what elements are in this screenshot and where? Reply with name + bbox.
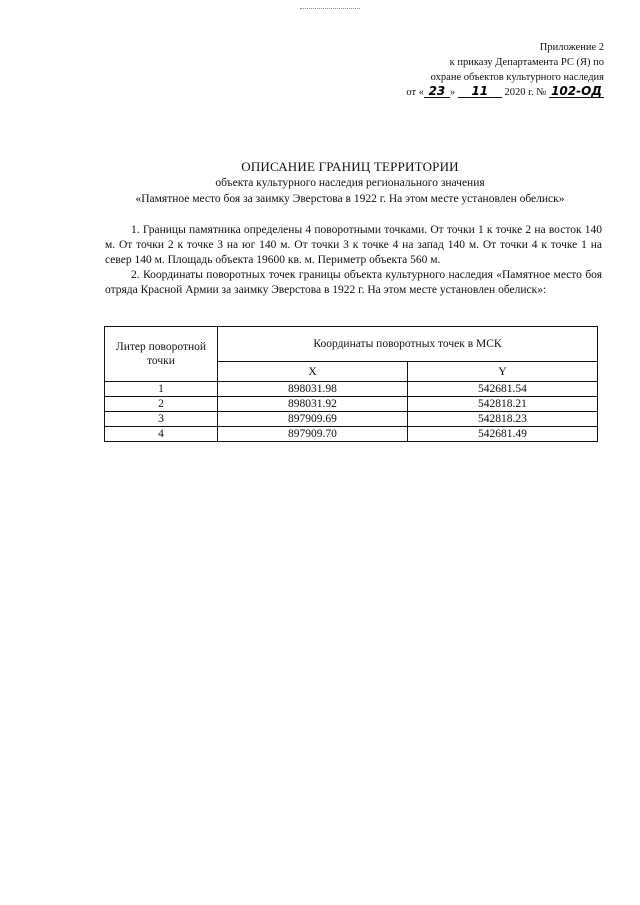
- appendix-label: Приложение 2: [539, 42, 604, 53]
- cell-y: 542818.21: [407, 397, 597, 412]
- cell-x: 898031.92: [218, 397, 408, 412]
- cell-y: 542818.23: [407, 412, 597, 427]
- cell-liter: 1: [105, 382, 218, 397]
- paragraph-boundaries: 1. Границы памятника определены 4 поворотными точками. От точки 1 к точке 2 на восток 140 м. От точки 2 к точке 3 на юг 140 м. От точки 3 к точке 4 на запад 140 м. От точки 4 к точке 1 на север 140 м. Площадь объекта 19600 кв. м. Периметр объекта 560 м.: [105, 224, 602, 266]
- document-subtitle: объекта культурного наследия регионального значения: [215, 177, 485, 189]
- cell-liter: 2: [105, 397, 218, 412]
- document-heading: [60, 158, 640, 207]
- cell-liter: 4: [105, 427, 218, 442]
- scan-mark: [300, 8, 360, 12]
- date-day-suffix: »: [449, 87, 456, 98]
- date-month: 11: [458, 85, 502, 98]
- date-prefix: от «: [406, 87, 424, 98]
- order-number: 102-ОД: [551, 84, 602, 98]
- table-row: [105, 397, 598, 412]
- cell-y: 542681.54: [407, 382, 597, 397]
- table-row: [105, 412, 598, 427]
- coordinates-table: [104, 326, 598, 442]
- table-row: [105, 382, 598, 397]
- object-name: «Памятное место боя за заимку Эверстова в 1922 г. На этом месте установлен обелиск»: [135, 193, 565, 205]
- col-header-x: X: [218, 362, 408, 382]
- cell-x: 897909.70: [218, 427, 408, 442]
- cell-x: 897909.69: [218, 412, 408, 427]
- document-title: ОПИСАНИЕ ГРАНИЦ ТЕРРИТОРИИ: [241, 159, 459, 174]
- document-body: [105, 223, 602, 298]
- appendix-department-line: охране объектов культурного наследия: [430, 72, 604, 83]
- col-header-coordinates: Координаты поворотных точек в МСК: [218, 327, 598, 362]
- table-row: [105, 427, 598, 442]
- appendix-date-line: [304, 85, 604, 100]
- cell-y: 542681.49: [407, 427, 597, 442]
- appendix-header: [304, 40, 604, 100]
- date-day: 23: [424, 85, 450, 98]
- date-year-number-label: 2020 г. №: [504, 87, 547, 98]
- col-header-y: Y: [407, 362, 597, 382]
- cell-liter: 3: [105, 412, 218, 427]
- paragraph-coordinates: 2. Координаты поворотных точек границы объекта культурного наследия «Памятное место боя отряда Красной Армии за заимку Эверстова в 1922 г. На этом месте установлен обелиск»:: [105, 269, 602, 296]
- appendix-order-line: к приказу Департамента РС (Я) по: [449, 57, 604, 68]
- col-header-liter: Литер поворотной точки: [105, 327, 218, 382]
- cell-x: 898031.98: [218, 382, 408, 397]
